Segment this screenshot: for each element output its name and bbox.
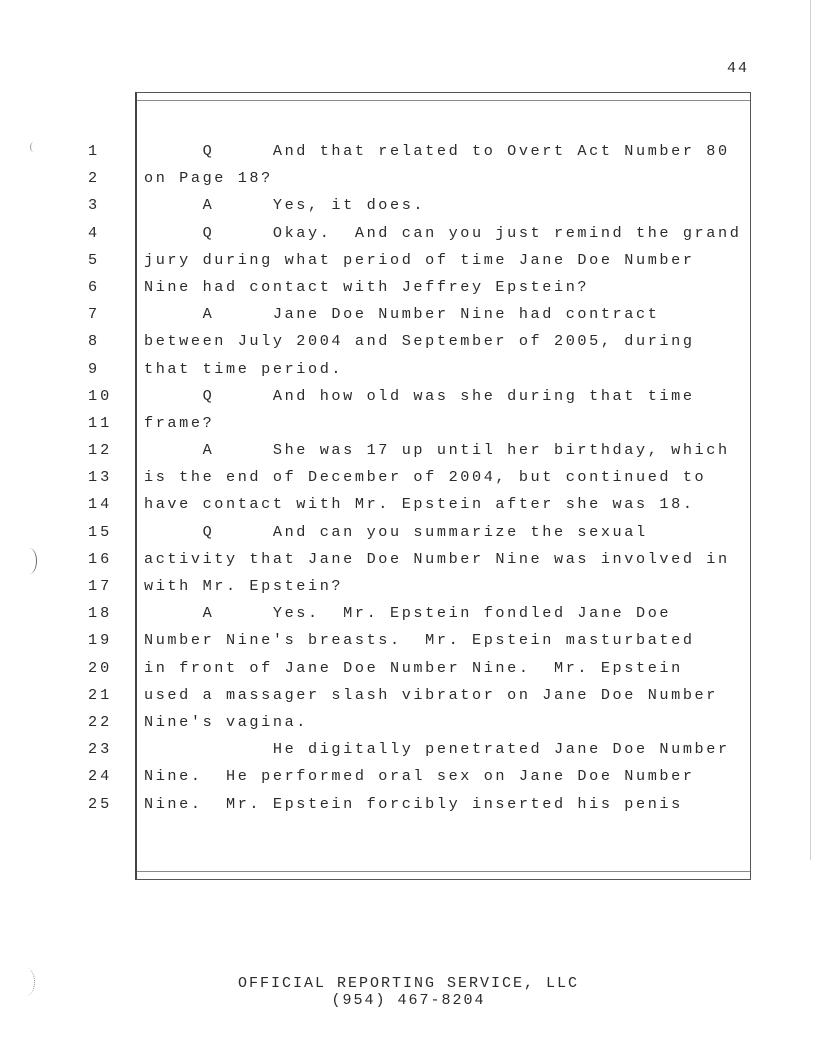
line-number: 10 [88,386,113,405]
transcript-line [0,546,817,573]
footer-phone: (954) 467-8204 [331,992,486,1009]
line-text: Number Nine's breasts. Mr. Epstein masturbated [144,631,695,650]
line-number: 6 [88,277,101,296]
margin-mark [18,968,35,996]
transcript-line [0,736,817,763]
line-text: A Yes. Mr. Epstein fondled Jane Doe [144,604,672,623]
transcript-line [0,600,817,627]
top-rule [137,100,750,101]
transcript-line [0,383,817,410]
line-text: Q And can you summarize the sexual [144,522,648,541]
line-number: 11 [88,413,113,432]
line-number: 24 [88,767,113,786]
transcript-line [0,519,817,546]
transcript-line [0,274,817,301]
transcript-line [0,491,817,518]
transcript-line [0,356,817,383]
line-number: 13 [88,468,113,487]
transcript-line [0,791,817,818]
transcript-line [0,410,817,437]
line-text: Nine. Mr. Epstein forcibly inserted his penis [144,794,683,813]
line-text: have contact with Mr. Epstein after she was 18. [144,495,695,514]
line-number: 15 [88,522,113,541]
transcript-line [0,247,817,274]
transcript-line [0,763,817,790]
line-number: 2 [88,169,101,188]
transcript-line [0,655,817,682]
transcript-line [0,464,817,491]
transcript-line [0,709,817,736]
line-number: 14 [88,495,113,514]
bottom-rule [137,871,750,872]
line-text: Q Okay. And can you just remind the grand [144,223,742,242]
line-text: that time period. [144,359,344,378]
line-number: 8 [88,332,101,351]
line-number: 3 [88,196,101,215]
transcript-line [0,165,817,192]
line-number: 20 [88,658,113,677]
line-text: between July 2004 and September of 2005, during [144,332,695,351]
transcript-line [0,192,817,219]
transcript-line [0,627,817,654]
transcript-lines [0,138,817,818]
transcript-line [0,682,817,709]
line-text: A Yes, it does. [144,196,426,215]
line-text: Nine. He performed oral sex on Jane Doe Number [144,767,695,786]
transcript-line [0,573,817,600]
transcript-line [0,301,817,328]
line-text: with Mr. Epstein? [144,577,344,595]
line-text: in front of Jane Doe Number Nine. Mr. Epstein [144,658,683,677]
line-text: He digitally penetrated Jane Doe Number [144,740,730,759]
line-number: 19 [88,631,113,650]
line-number: 4 [88,223,101,242]
line-text: Q And how old was she during that time [144,386,695,405]
line-text: A She was 17 up until her birthday, which [144,441,730,460]
line-number: 25 [88,794,113,813]
line-number: 22 [88,712,113,731]
transcript-line [0,138,817,165]
footer [0,975,817,1009]
margin-mark [30,142,37,152]
line-number: 5 [88,250,101,269]
line-number: 23 [88,740,113,759]
transcript-line [0,437,817,464]
line-number: 17 [88,577,113,595]
line-text: jury during what period of time Jane Doe Number [144,250,695,269]
line-text: is the end of December of 2004, but continued to [144,468,707,487]
line-number: 12 [88,441,113,460]
footer-company: OFFICIAL REPORTING SERVICE, LLC [237,975,580,992]
line-text: Q And that related to Overt Act Number 80 [144,142,730,160]
transcript-line [0,220,817,247]
line-text: used a massager slash vibrator on Jane Doe Number [144,685,718,704]
line-number: 16 [88,549,113,568]
page-number: 44 [727,60,750,77]
line-text: Nine's vagina. [144,712,308,731]
line-text: A Jane Doe Number Nine had contract [144,305,660,324]
line-number: 9 [88,359,101,378]
line-text: frame? [144,413,215,432]
line-number: 18 [88,604,113,623]
line-text: Nine had contact with Jeffrey Epstein? [144,277,590,296]
margin-mark [22,548,37,574]
line-number: 7 [88,305,101,324]
line-number: 21 [88,685,113,704]
line-text: activity that Jane Doe Number Nine was involved in [144,549,730,568]
line-number: 1 [88,142,101,160]
line-text: on Page 18? [144,169,273,188]
transcript-line [0,328,817,355]
